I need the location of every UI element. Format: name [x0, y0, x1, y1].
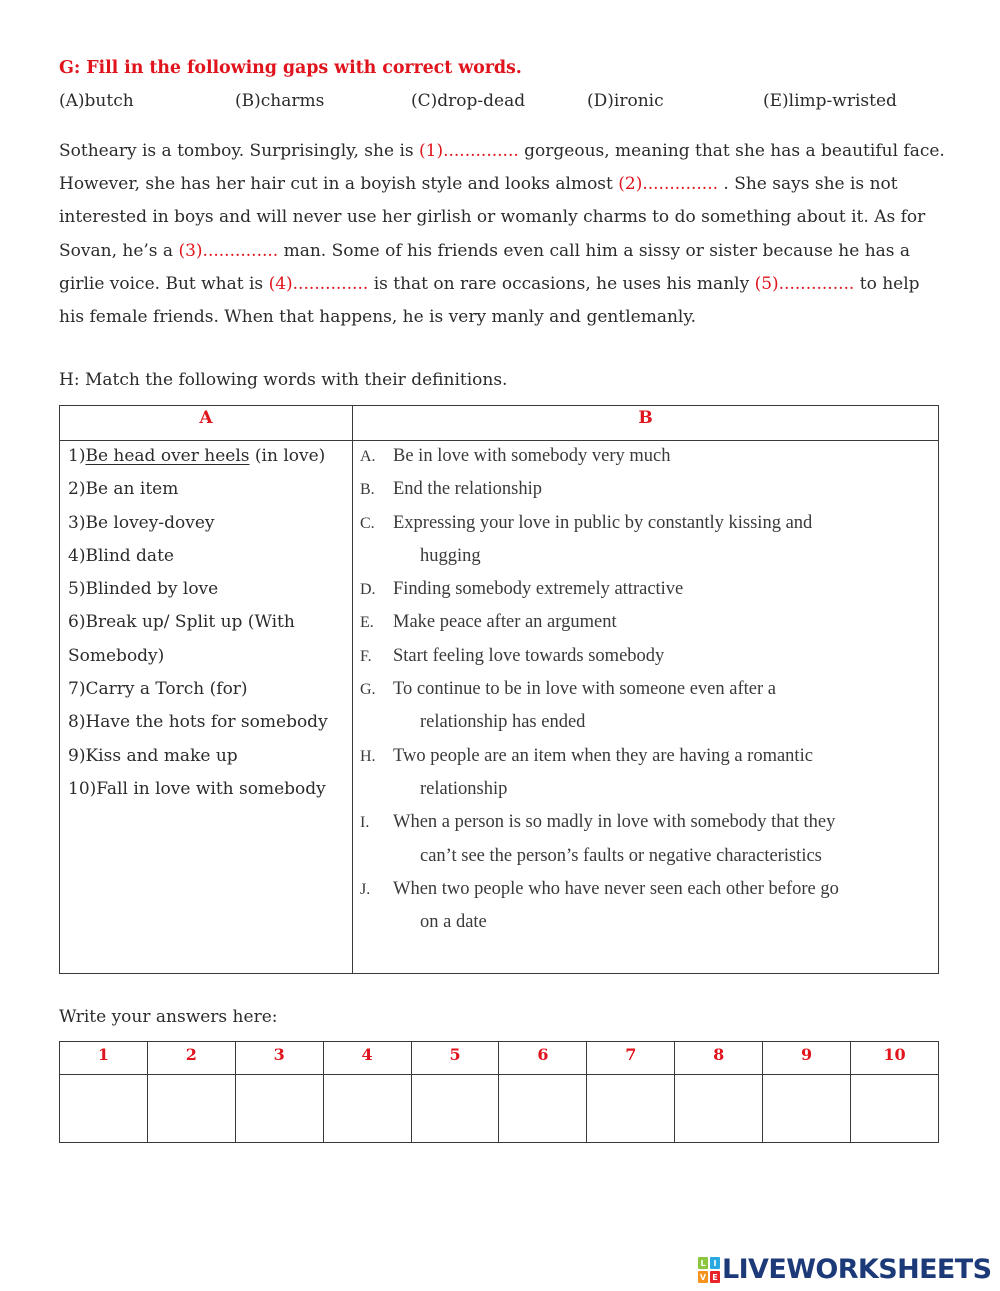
answer-cell-1[interactable]	[60, 1075, 148, 1143]
term-text: Be head over heels	[85, 446, 250, 466]
passage-text: is that on rare occasions, he uses his manly	[368, 273, 755, 294]
answer-header-3: 3	[235, 1042, 323, 1075]
word-option-e: (E)limp-wristed	[763, 91, 897, 111]
term-text: (in love)	[249, 446, 326, 466]
definition-item	[360, 507, 935, 574]
term-number: 4)	[68, 545, 86, 566]
passage-text: man. Some of his friends even call him a sissy or sister because he has a	[278, 240, 911, 261]
term-text: Kiss and make up	[85, 745, 238, 766]
definition-text-continued: relationship	[420, 778, 508, 799]
badge-letter: V	[699, 1272, 707, 1282]
answer-cell-2[interactable]	[147, 1075, 235, 1143]
answer-cell-5[interactable]	[411, 1075, 499, 1143]
word-option-c: (C)drop-dead	[411, 91, 526, 111]
term-number: 8)	[68, 712, 86, 733]
definition-text-continued: hugging	[420, 545, 481, 566]
definition-letter: G.	[360, 681, 376, 699]
answers-table	[59, 1041, 939, 1143]
liveworksheets-logo	[698, 1255, 991, 1285]
term-item	[68, 540, 350, 573]
definition-letter: H.	[360, 747, 376, 765]
definition-text: End the relationship	[393, 479, 542, 500]
answer-header-2: 2	[147, 1042, 235, 1075]
definition-letter: A.	[360, 448, 376, 465]
definition-letter: D.	[360, 581, 376, 599]
term-number: 9)	[68, 745, 86, 766]
answer-header-8: 8	[675, 1042, 763, 1075]
word-option-d: (D)ironic	[587, 91, 664, 111]
word-bank	[0, 91, 1000, 115]
passage-line	[59, 168, 949, 201]
term-text: Carry a Torch (for)	[85, 679, 248, 700]
badge-letter: E	[710, 1271, 720, 1283]
term-number: 7)	[68, 679, 86, 700]
definition-text-continued: relationship has ended	[420, 712, 586, 733]
definition-letter: J.	[360, 880, 371, 898]
term-item	[68, 440, 350, 473]
term-item	[68, 573, 350, 606]
term-text: Fall in love with somebody	[96, 778, 326, 799]
passage-text: gorgeous, meaning that she has a beautiful face.	[518, 141, 945, 161]
definitions-column	[360, 440, 935, 939]
term-number: 10)	[68, 778, 97, 799]
passage-text: Sotheary is a tomboy. Surprisingly, she is	[59, 141, 420, 161]
definition-letter: I.	[360, 814, 370, 832]
definition-letter: F.	[360, 647, 372, 665]
term-item	[68, 606, 350, 639]
gap-3-input[interactable]: (3)..............	[178, 240, 279, 261]
passage-text: However, she has her hair cut in a boyish style and looks almost	[59, 174, 619, 195]
definition-letter: B.	[360, 481, 375, 499]
column-divider	[352, 406, 353, 973]
term-number: 3)	[68, 512, 86, 533]
term-item	[68, 673, 350, 706]
definition-item	[360, 873, 935, 940]
section-h-title: H: Match the following words with their definitions.	[59, 370, 508, 390]
term-item	[68, 507, 350, 540]
terms-column	[68, 440, 350, 806]
gap-5-input[interactable]: (5)..............	[754, 273, 855, 294]
passage-line	[59, 268, 949, 301]
definition-text: Expressing your love in public by constantly kissing and	[393, 512, 813, 533]
term-text: Blinded by love	[85, 579, 219, 600]
passage-text: . She says she is not	[718, 174, 898, 195]
definition-item	[360, 806, 935, 873]
logo-text: LIVEWORKSHEETS	[722, 1254, 992, 1285]
term-number: 6)	[68, 612, 86, 633]
definition-text: When two people who have never seen each other before go	[393, 878, 839, 899]
definition-item	[360, 473, 935, 506]
passage-text: to help	[854, 273, 920, 294]
term-text: Blind date	[85, 545, 174, 566]
answer-cell-7[interactable]	[587, 1075, 675, 1143]
term-item	[68, 473, 350, 506]
definition-letter: E.	[360, 614, 374, 632]
gap-2-input[interactable]: (2)..............	[618, 174, 718, 195]
definition-text-continued: on a date	[420, 912, 487, 933]
definition-item	[360, 573, 935, 606]
definition-item	[360, 440, 935, 473]
definition-letter: C.	[360, 514, 375, 532]
answer-header-4: 4	[323, 1042, 411, 1075]
definition-item	[360, 640, 935, 673]
answer-cell-8[interactable]	[675, 1075, 763, 1143]
answer-cell-6[interactable]	[499, 1075, 587, 1143]
answer-header-7: 7	[587, 1042, 675, 1075]
answers-input-row	[60, 1075, 939, 1143]
term-item-continued: Somebody)	[68, 645, 165, 666]
gap-4-input[interactable]: (4)..............	[268, 273, 369, 294]
answer-header-1: 1	[60, 1042, 148, 1075]
term-number: 1)	[68, 446, 86, 466]
answer-header-5: 5	[411, 1042, 499, 1075]
term-text: Be an item	[85, 479, 179, 500]
term-item	[68, 706, 350, 739]
answers-header-row	[60, 1042, 939, 1075]
answers-title: Write your answers here:	[59, 1007, 278, 1027]
matching-table	[59, 405, 939, 974]
gap-1-input[interactable]: (1)..............	[419, 141, 519, 161]
answer-header-6: 6	[499, 1042, 587, 1075]
answer-cell-3[interactable]	[235, 1075, 323, 1143]
gap-fill-passage	[59, 135, 949, 334]
definition-item	[360, 606, 935, 639]
answer-header-10: 10	[851, 1042, 939, 1075]
definition-text: Two people are an item when they are having a romantic	[393, 745, 813, 766]
passage-text: Sovan, he’s a	[59, 240, 179, 261]
definition-text: Be in love with somebody very much	[393, 446, 671, 466]
term-text: Break up/ Split up (With	[85, 612, 295, 633]
answer-cell-4[interactable]	[323, 1075, 411, 1143]
definition-text: To continue to be in love with someone even after a	[393, 679, 776, 700]
definition-text: Finding somebody extremely attractive	[393, 579, 684, 600]
definition-text: When a person is so madly in love with somebody that they	[393, 812, 836, 833]
section-g-title: G: Fill in the following gaps with correct words.	[59, 58, 522, 78]
term-item	[68, 773, 350, 806]
passage-line	[59, 135, 949, 168]
word-option-a: (A)butch	[59, 91, 134, 111]
badge-letter: L	[698, 1257, 708, 1269]
term-number: 2)	[68, 479, 86, 500]
definition-text-continued: can’t see the person’s faults or negative characteristics	[420, 845, 822, 866]
passage-line: his female friends. When that happens, he is very manly and gentlemanly.	[59, 306, 697, 327]
answer-cell-9[interactable]	[763, 1075, 851, 1143]
passage-text: girlie voice. But what is	[59, 273, 269, 294]
word-option-b: (B)charms	[235, 91, 325, 111]
term-item	[68, 740, 350, 773]
column-a-header: A	[199, 408, 213, 428]
definition-item	[360, 740, 935, 807]
passage-line	[59, 235, 949, 268]
answer-cell-10[interactable]	[851, 1075, 939, 1143]
definition-text: Make peace after an argument	[393, 612, 617, 633]
passage-line: interested in boys and will never use her girlish or womanly charms to do something about it. As for	[59, 207, 926, 228]
answer-header-9: 9	[763, 1042, 851, 1075]
term-text: Have the hots for somebody	[85, 712, 328, 733]
column-b-header: B	[638, 408, 653, 428]
term-number: 5)	[68, 579, 86, 600]
definition-text: Start feeling love towards somebody	[393, 645, 665, 666]
term-text: Be lovey-dovey	[85, 512, 215, 533]
definition-item	[360, 673, 935, 740]
live-badge-icon	[698, 1257, 720, 1283]
badge-letter: I	[710, 1257, 720, 1269]
